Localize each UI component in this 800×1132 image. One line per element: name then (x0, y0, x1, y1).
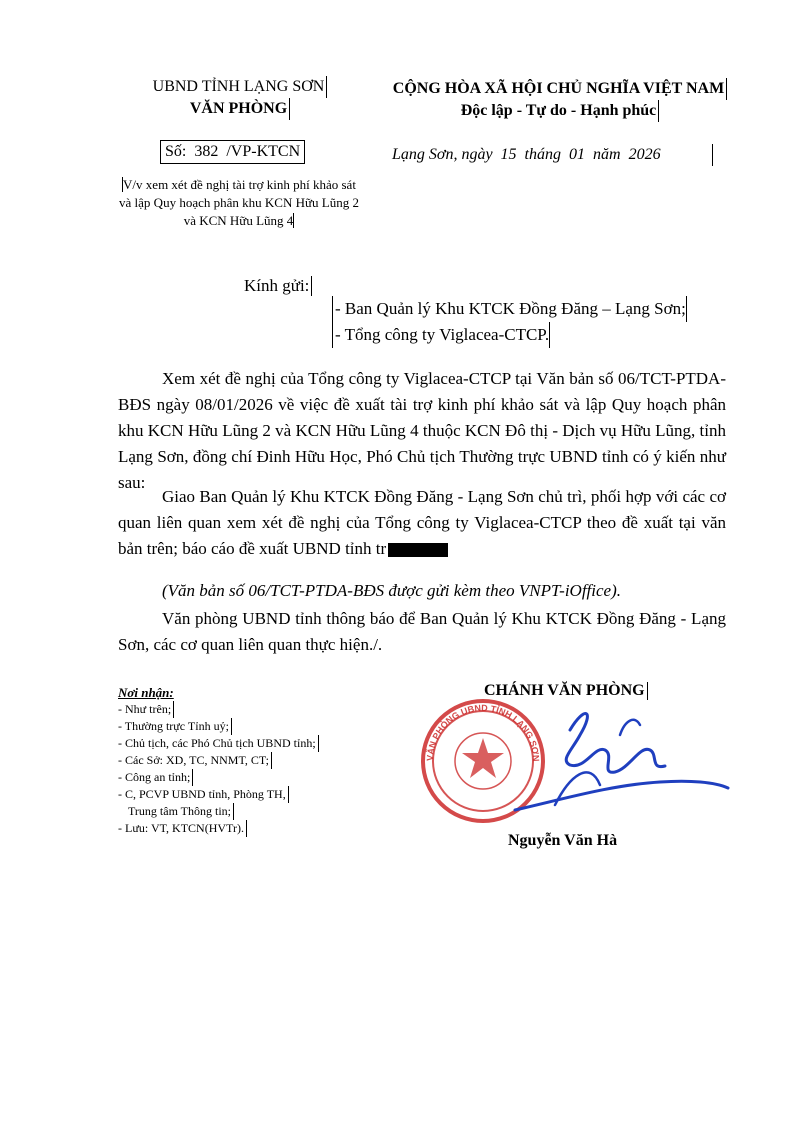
date-year: 2026 (628, 146, 661, 163)
body-paragraph-4-text: Văn phòng UBND tỉnh thông báo để Ban Quản lý Khu KTCK Đồng Đăng - Lạng Sơn, các cơ quan liên quan thực hiện./. (118, 609, 726, 654)
national-title: CỘNG HÒA XÃ HỘI CHỦ NGHĨA VIỆT NAM (393, 78, 727, 100)
document-date (392, 144, 713, 166)
document-subject (116, 176, 362, 230)
body-paragraph-4 (118, 606, 726, 658)
recipient-item: - Tổng công ty Viglacea-CTCP. (332, 322, 550, 348)
national-motto-block (360, 78, 760, 122)
signer-name: Nguyễn Văn Hà (508, 832, 618, 849)
noi-nhan-item: - Chủ tịch, các Phó Chủ tịch UBND tỉnh; (118, 735, 319, 752)
body-paragraph-2-text: Giao Ban Quản lý Khu KTCK Đồng Đăng - Lạng Sơn chủ trì, phối hợp với các cơ quan liên quan xem xét đề nghị của Tổng công ty Viglacea-CTCP theo đề xuất tại văn bản trên; báo cáo đề xuất UBND tỉnh tr (118, 487, 726, 558)
body-paragraph-3-text: (Văn bản số 06/TCT-PTDA-BĐS được gửi kèm theo VNPT-iOffice). (162, 581, 622, 600)
noi-nhan-item: - Các Sở: XD, TC, NNMT, CT; (118, 752, 272, 769)
recipient-item: - Ban Quản lý Khu KTCK Đồng Đăng – Lạng Sơn; (332, 296, 687, 322)
body-paragraph-3 (118, 578, 726, 604)
issuer-province: UBND TỈNH LẠNG SƠN (153, 76, 328, 98)
recipients-footer (118, 684, 378, 837)
redaction-bar (388, 543, 448, 557)
noi-nhan-item: - Công an tỉnh; (118, 769, 193, 786)
signer-title: CHÁNH VĂN PHÒNG (484, 682, 648, 700)
date-day: 15 (500, 146, 517, 163)
doc-number-suffix: /VP-KTCN (226, 143, 301, 160)
svg-text:VĂN PHÒNG UBND TỈNH LẠNG SƠN: VĂN PHÒNG UBND TỈNH LẠNG SƠN (424, 702, 542, 762)
date-month: 01 (569, 146, 585, 163)
national-motto: Độc lập - Tự do - Hạnh phúc (461, 100, 660, 122)
issuer-office: VĂN PHÒNG (190, 98, 290, 120)
date-place: Lạng Sơn, ngày (392, 146, 493, 163)
noi-nhan-item: Trung tâm Thông tin; (128, 803, 234, 820)
date-month-label: tháng (524, 146, 561, 163)
noi-nhan-item: - Như trên; (118, 701, 174, 718)
noi-nhan-item: - Thường trực Tỉnh uỷ; (118, 718, 232, 735)
kinh-gui-label: Kính gửi: (244, 276, 312, 296)
recipients-list (332, 296, 687, 348)
document-number (160, 140, 305, 164)
body-paragraph-1-text: Xem xét đề nghị của Tổng công ty Viglacea-CTCP tại Văn bản số 06/TCT-PTDA-BĐS ngày 08/01/2026 về việc đề xuất tài trợ kinh phí khảo sát và lập Quy hoạch phân khu KCN Hữu Lũng 2 và KCN Hữu Lũng 4 thuộc KCN Đô thị - Dịch vụ Hữu Lũng, tỉnh Lạng Sơn, đồng chí Đinh Hữu Học, Phó Chủ tịch Thường trực UBND tỉnh có ý kiến như sau: (118, 369, 726, 492)
noi-nhan-item: - C, PCVP UBND tỉnh, Phòng TH, (118, 786, 289, 803)
handwritten-signature (500, 690, 730, 840)
subject-text: V/v xem xét đề nghị tài trợ kinh phí khảo sát và lập Quy hoạch phân khu KCN Hữu Lũng 2 và KCN Hữu Lũng 4 (119, 177, 359, 228)
issuer-block (120, 76, 360, 120)
doc-number-value: 382 (194, 143, 219, 160)
body-paragraph-1 (118, 366, 726, 496)
date-year-label: năm (593, 146, 621, 163)
noi-nhan-title: Nơi nhận: (118, 685, 174, 700)
doc-number-prefix: Số: (165, 143, 187, 160)
body-paragraph-2 (118, 484, 726, 562)
noi-nhan-item: - Lưu: VT, KTCN(HVTr). (118, 820, 247, 837)
